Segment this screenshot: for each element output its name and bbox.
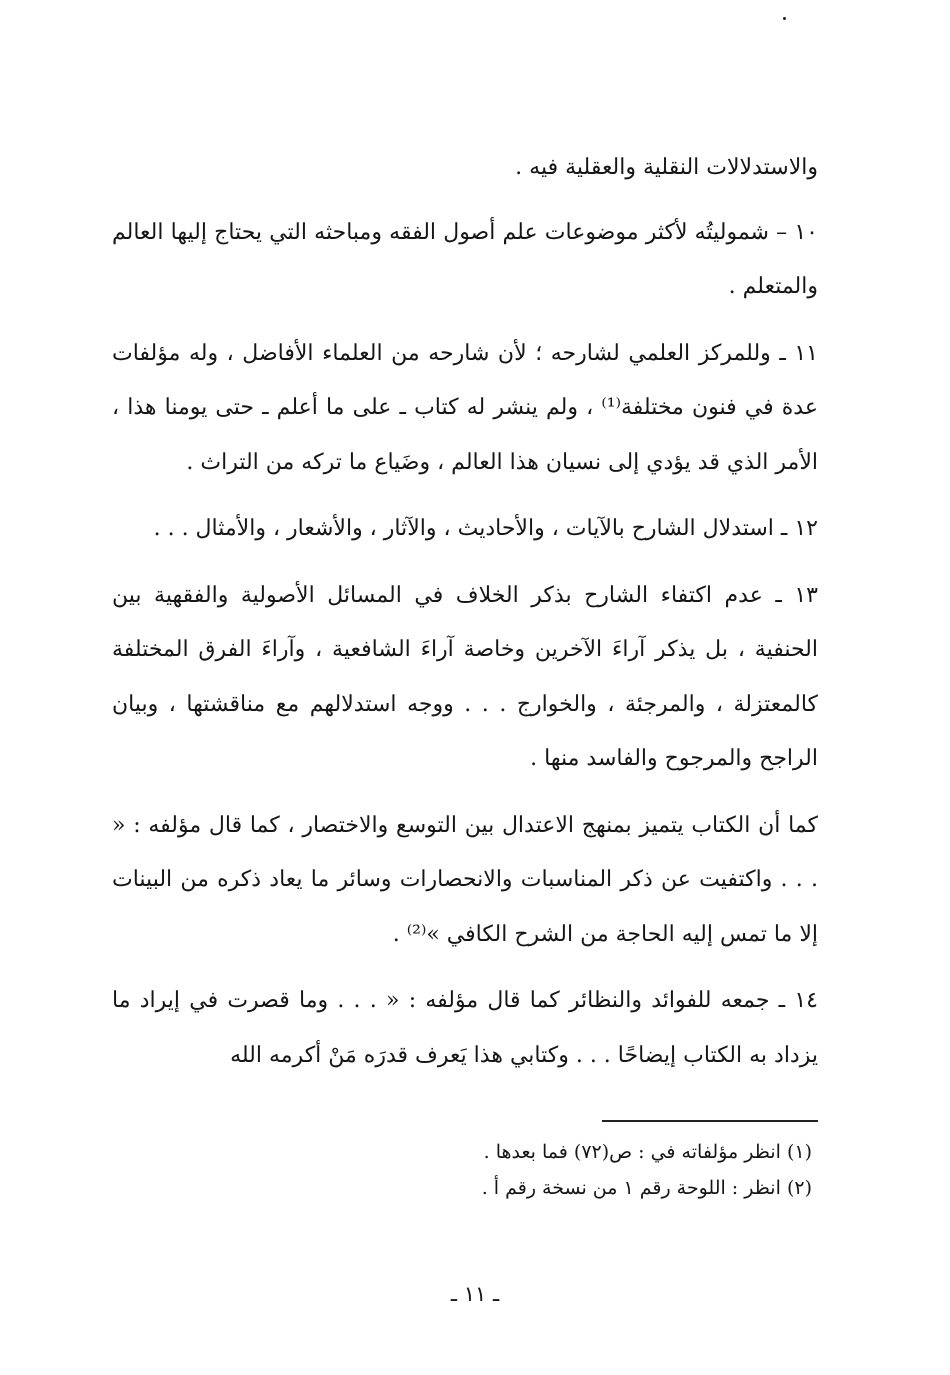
paragraph-item-14: ١٤ ـ جمعه للفوائد والنظائر كما قال مؤلفه : « . . . وما قصرت في إيراد ما يزداد به الكتاب إيضاحًا . . . وكتابي هذا يَعرف قدرَه مَنْ أكرمه الله [112, 988, 818, 1068]
paragraph-item-12: ١٢ ـ استدلال الشارح بالآيات ، والأحاديث ، والآثار ، والأشعار ، والأمثال . . . [153, 516, 818, 541]
paragraph-item-13: ١٣ ـ عدم اكتفاء الشارح بذكر الخلاف في المسائل الأصولية والفقهية بين الحنفية ، بل يذكر آراءَ الآخرين وخاصة آراءَ الشافعية ، وآراءَ الفرق المختلفة كالمعتزلة ، والمرجئة ، والخوارج . . . ووجه استدلالهم مع مناقشتها ، وبيان الراجح والمرجوح والفاسد منها . [112, 582, 818, 771]
footnote-1 [300, 1134, 812, 1170]
footnote-2 [300, 1170, 812, 1206]
page-number: ـ ١١ ـ [450, 1282, 500, 1306]
page-body [112, 141, 818, 1095]
paragraph-item-11: ١١ ـ وللمركز العلمي لشارحه ؛ لأن شارحه من العلماء الأفاضل ، وله مؤلفات عدة في فنون مختلفة⁽¹⁾ ، ولم ينشر له كتاب ـ على ما أعلم ـ حتى يومنا هذا ، الأمر الذي قد يؤدي إلى نسيان هذا العالم ، وضَياع ما تركه من التراث . [112, 340, 818, 475]
paragraph-continuation: والاستدلالات النقلية والعقلية فيه . [515, 155, 818, 180]
footnote-text: انظر مؤلفاته في : ص(٧٢) فما بعدها . [483, 1141, 781, 1163]
paragraph-method-note: كما أن الكتاب يتميز بمنهج الاعتدال بين التوسع والاختصار ، كما قال مؤلفه : « . . . واكتفيت عن ذكر المناسبات والانحصارات وسائر ما يعاد ذكره من البينات إلا ما تمس إليه الحاجة من الشرح الكافي »⁽²⁾ . [112, 812, 818, 947]
footnote-marker: (٢) [786, 1177, 812, 1199]
footnotes [300, 1134, 812, 1206]
footnote-text: انظر : اللوحة رقم ١ من نسخة رقم أ . [481, 1177, 781, 1199]
footnote-separator [602, 1120, 818, 1122]
paragraph-item-10: ١٠ – شموليتُه لأكثر موضوعات علم أصول الفقه ومباحثه التي يحتاج إليها العالم والمتعلم . [112, 219, 818, 299]
footnote-marker: (١) [786, 1141, 812, 1163]
stray-dot [783, 17, 786, 20]
